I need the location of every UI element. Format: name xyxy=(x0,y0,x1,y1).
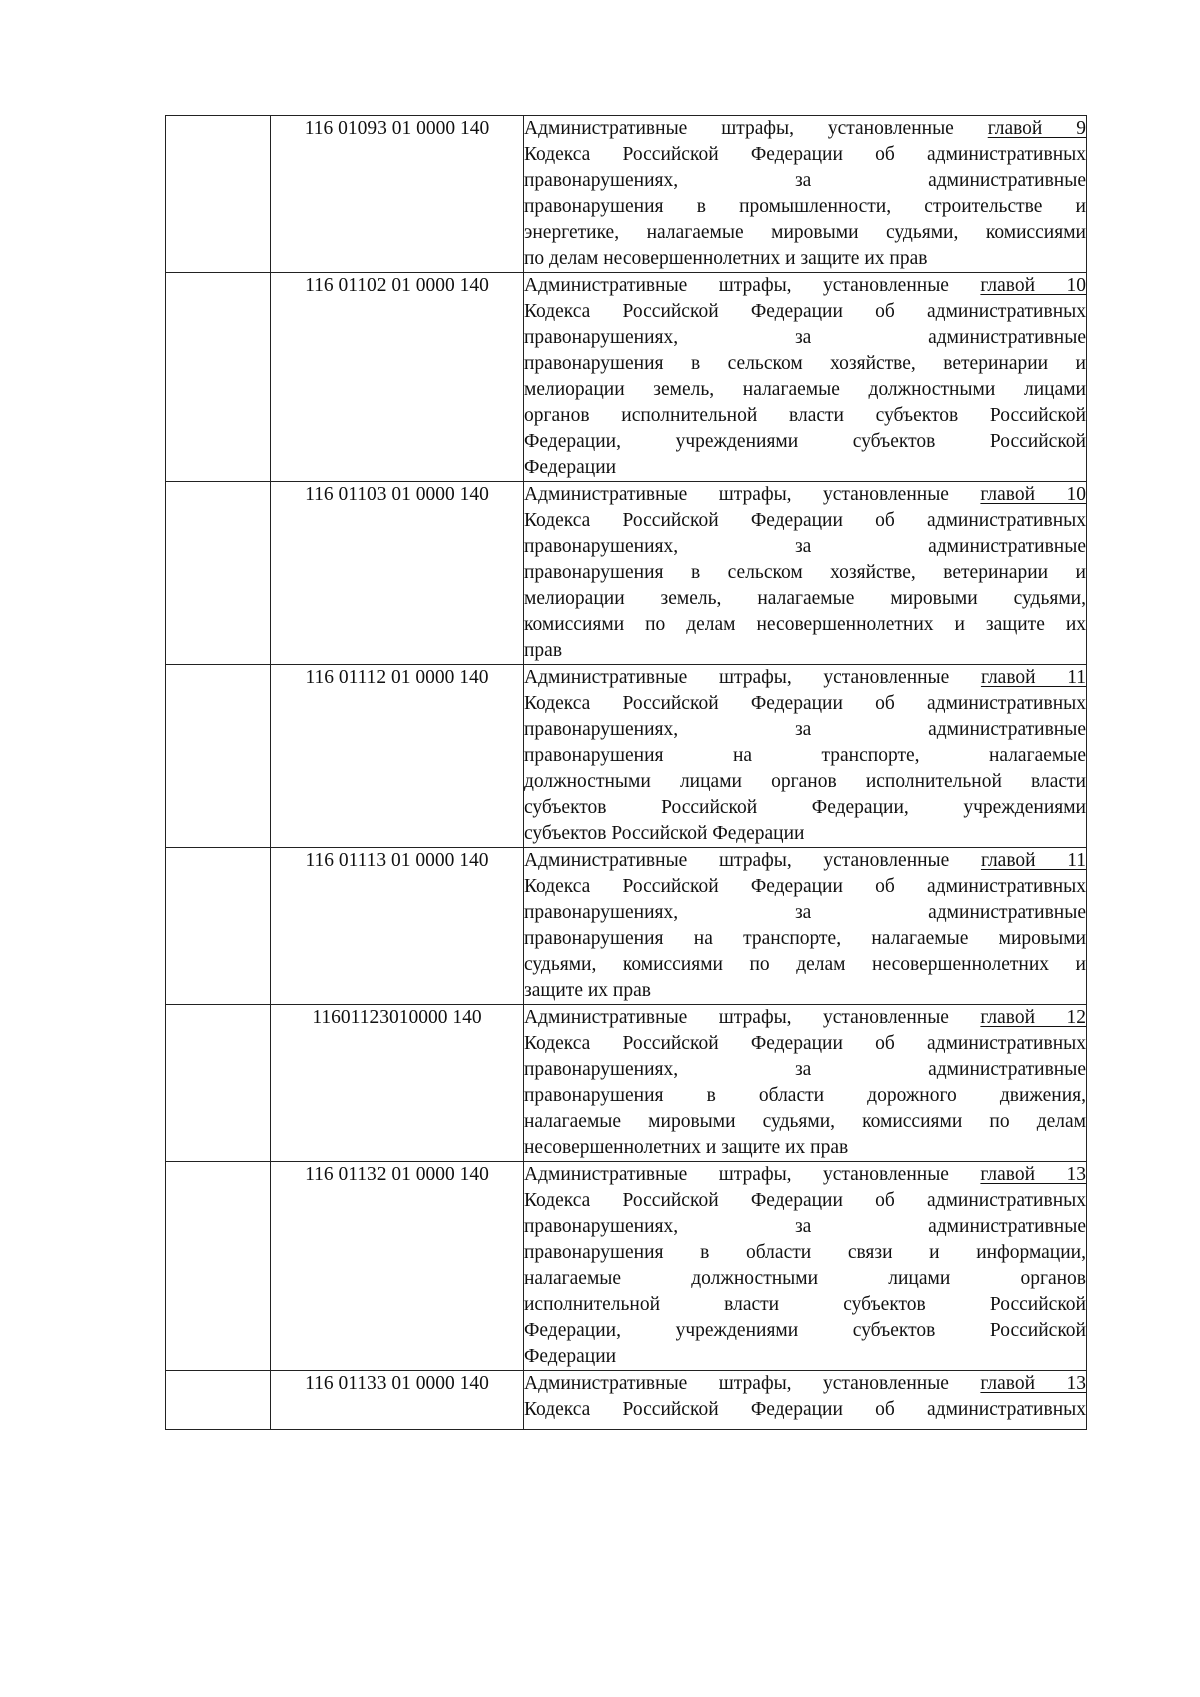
description-line: налагаемые мировыми судьями, комиссиями по делам xyxy=(524,1111,1086,1132)
description-line: правонарушения на транспорте, налагаемые xyxy=(524,745,1086,766)
table-row xyxy=(166,482,1087,665)
description-line: правонарушениях, за административные xyxy=(524,1059,1086,1080)
description-line: Кодекса Российской Федерации об административных xyxy=(524,1033,1086,1054)
description-line: Федерации xyxy=(524,1346,617,1367)
budget-codes-table xyxy=(165,115,1087,1430)
description-line: Кодекса Российской Федерации об административных xyxy=(524,876,1086,897)
empty-cell xyxy=(166,1371,271,1430)
description-cell xyxy=(524,848,1087,1005)
description-line: Кодекса Российской Федерации об административных xyxy=(524,1190,1086,1211)
description-line: Кодекса Российской Федерации об административных xyxy=(524,144,1086,165)
description-line: правонарушениях, за административные xyxy=(524,170,1086,191)
description-line: должностными лицами органов исполнительной власти xyxy=(524,771,1086,792)
description-line: энергетике, налагаемые мировыми судьями, комиссиями xyxy=(524,222,1086,243)
description-cell xyxy=(524,273,1087,482)
budget-code-cell: 116 01112 01 0000 140 xyxy=(271,665,524,848)
description-line: Административные штрафы, установленные главой 13 xyxy=(524,1373,1086,1394)
budget-code-cell: 116 01103 01 0000 140 xyxy=(271,482,524,665)
description-line: несовершеннолетних и защите их прав xyxy=(524,1137,849,1158)
table-row xyxy=(166,273,1087,482)
description-line: правонарушения в области дорожного движения, xyxy=(524,1085,1086,1106)
description-line: налагаемые должностными лицами органов xyxy=(524,1268,1086,1289)
description-line: правонарушениях, за административные xyxy=(524,902,1086,923)
description-line: Федерации, учреждениями субъектов Российской xyxy=(524,1320,1086,1341)
description-line: правонарушения на транспорте, налагаемые мировыми xyxy=(524,928,1086,949)
chapter-reference-link[interactable]: главой 11 xyxy=(980,850,1086,871)
budget-code-cell: 116 01093 01 0000 140 xyxy=(271,116,524,273)
description-line: исполнительной власти субъектов Российской xyxy=(524,1294,1086,1315)
chapter-reference-link[interactable]: главой 13 xyxy=(980,1373,1086,1394)
description-line: защите их прав xyxy=(524,980,651,1001)
description-line: Кодекса Российской Федерации об административных xyxy=(524,510,1086,531)
chapter-reference-link[interactable]: главой 9 xyxy=(987,118,1086,139)
description-cell xyxy=(524,1005,1087,1162)
description-line: Кодекса Российской Федерации об административных xyxy=(524,301,1086,322)
description-line: Административные штрафы, установленные главой 10 xyxy=(524,484,1086,505)
chapter-reference-link[interactable]: главой 13 xyxy=(980,1164,1086,1185)
empty-cell xyxy=(166,273,271,482)
description-line: субъектов Российской Федерации xyxy=(524,823,805,844)
description-line: Кодекса Российской Федерации об административных xyxy=(524,693,1086,714)
description-line: по делам несовершеннолетних и защите их прав xyxy=(524,248,928,269)
table-row xyxy=(166,848,1087,1005)
description-line: правонарушениях, за административные xyxy=(524,536,1086,557)
description-line: Административные штрафы, установленные главой 11 xyxy=(524,850,1086,871)
description-line: субъектов Российской Федерации, учреждениями xyxy=(524,797,1086,818)
description-cell xyxy=(524,1162,1087,1371)
chapter-reference-link[interactable]: главой 11 xyxy=(980,667,1086,688)
description-line: Административные штрафы, установленные главой 13 xyxy=(524,1164,1086,1185)
budget-code-cell: 116 01102 01 0000 140 xyxy=(271,273,524,482)
description-line: комиссиями по делам несовершеннолетних и защите их xyxy=(524,614,1086,635)
description-line: мелиорации земель, налагаемые мировыми судьями, xyxy=(524,588,1086,609)
description-line: правонарушениях, за административные xyxy=(524,719,1086,740)
description-line: мелиорации земель, налагаемые должностными лицами xyxy=(524,379,1086,400)
description-line: Кодекса Российской Федерации об административных xyxy=(524,1399,1086,1420)
description-line: правонарушениях, за административные xyxy=(524,327,1086,348)
budget-code-cell: 11601123010000 140 xyxy=(271,1005,524,1162)
description-line: правонарушениях, за административные xyxy=(524,1216,1086,1237)
table-row xyxy=(166,1371,1087,1430)
empty-cell xyxy=(166,1005,271,1162)
description-line: Федерации, учреждениями субъектов Российской xyxy=(524,431,1086,452)
description-line: Административные штрафы, установленные главой 10 xyxy=(524,275,1086,296)
table-row xyxy=(166,116,1087,273)
chapter-reference-link[interactable]: главой 10 xyxy=(980,275,1086,296)
empty-cell xyxy=(166,116,271,273)
description-cell xyxy=(524,116,1087,273)
table-row xyxy=(166,1005,1087,1162)
empty-cell xyxy=(166,848,271,1005)
description-line: органов исполнительной власти субъектов Российской xyxy=(524,405,1086,426)
description-line: правонарушения в сельском хозяйстве, ветеринарии и xyxy=(524,562,1086,583)
description-line: прав xyxy=(524,640,563,661)
chapter-reference-link[interactable]: главой 10 xyxy=(980,484,1086,505)
description-cell xyxy=(524,665,1087,848)
table-row xyxy=(166,665,1087,848)
description-line: Административные штрафы, установленные главой 11 xyxy=(524,667,1086,688)
empty-cell xyxy=(166,1162,271,1371)
description-cell xyxy=(524,482,1087,665)
empty-cell xyxy=(166,665,271,848)
description-line: правонарушения в сельском хозяйстве, ветеринарии и xyxy=(524,353,1086,374)
description-line: Административные штрафы, установленные главой 9 xyxy=(524,118,1086,139)
description-line: Федерации xyxy=(524,457,617,478)
empty-cell xyxy=(166,482,271,665)
description-line: правонарушения в области связи и информации, xyxy=(524,1242,1086,1263)
description-line: судьями, комиссиями по делам несовершеннолетних и xyxy=(524,954,1086,975)
budget-code-cell: 116 01132 01 0000 140 xyxy=(271,1162,524,1371)
budget-code-cell: 116 01133 01 0000 140 xyxy=(271,1371,524,1430)
description-line: правонарушения в промышленности, строительстве и xyxy=(524,196,1086,217)
chapter-reference-link[interactable]: главой 12 xyxy=(980,1007,1086,1028)
budget-code-cell: 116 01113 01 0000 140 xyxy=(271,848,524,1005)
description-line: Административные штрафы, установленные главой 12 xyxy=(524,1007,1086,1028)
description-cell xyxy=(524,1371,1087,1430)
table-row xyxy=(166,1162,1087,1371)
